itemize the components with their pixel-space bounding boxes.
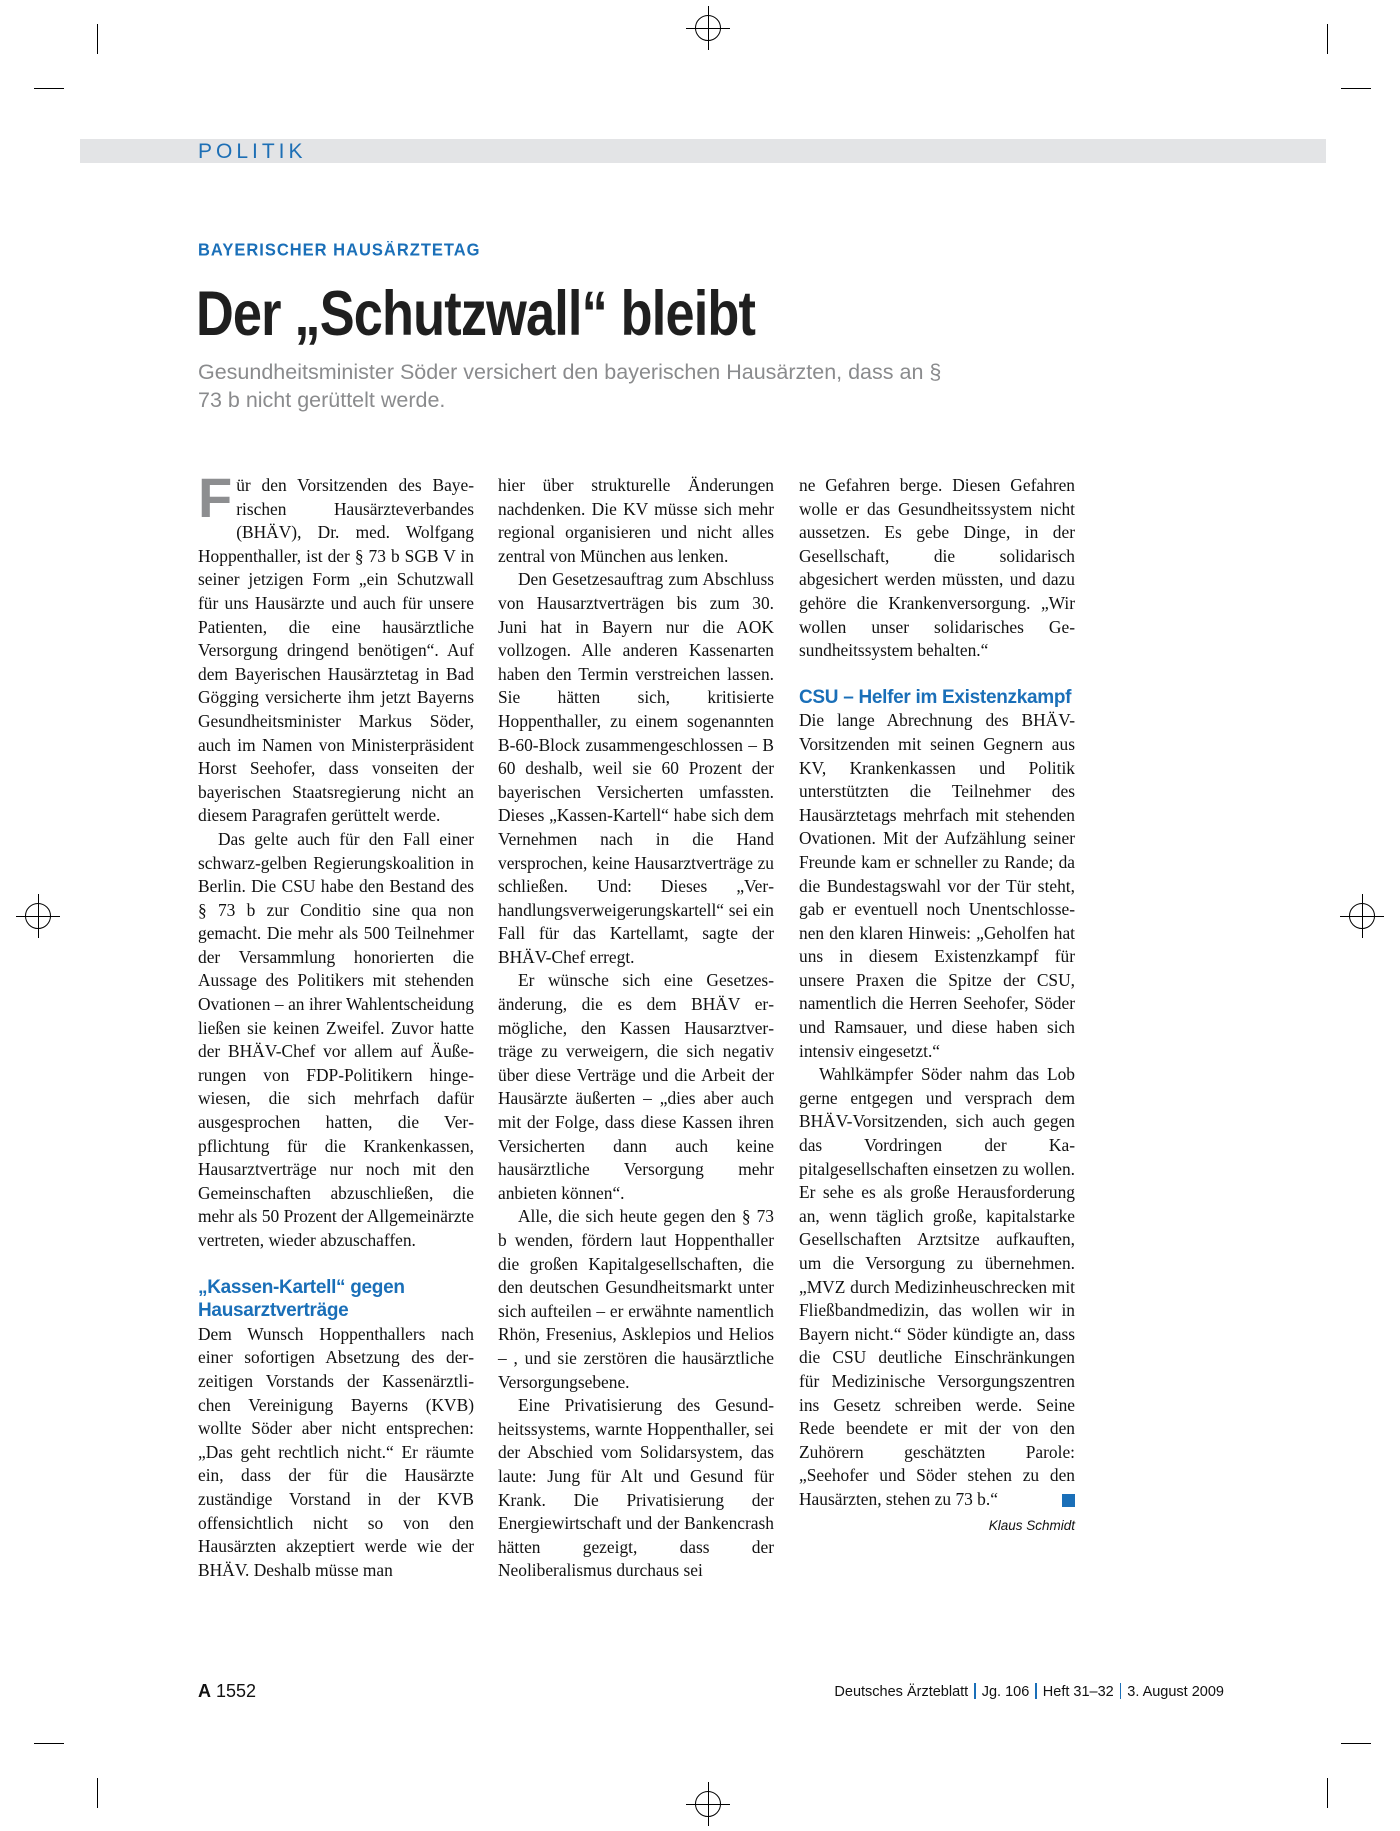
paragraph: Eine Privatisierung des Gesundheitssystems, warnte Hoppenthaller, sei der Abschied vom Solidarsystem, das laute: Jung für Alt und Gesund für Krank. Die Privatisierung der Energiewirtschaft und der Bankencrash hätten gezeigt, dass der Neoliberalismus durchaus sei: [498, 1395, 774, 1581]
text-column-2: [498, 474, 774, 1583]
paragraph: ne Gefahren berge. Diesen Gefahren wolle er das Gesundheitssystem nicht aussetzen. Es gebe Dinge, in der Gesellschaft, die solidarisch abgesichert werden müssten, und dazu gehöre die Krankenversorgung. „Wir wollen unser solidarisches Gesundheitssystem behalten.“: [799, 475, 1075, 661]
folio-number: 1552: [216, 1681, 257, 1701]
paragraph: Alle, die sich heute gegen den § 73 b wenden, fördern laut Hoppenthaller die großen Kapitalgesellschaften, die den deutschen Gesundheitsmarkt unter sich aufteilen – er erwähnte namentlich Rhön, Fresenius, Asklepios und Helios – , und sie zerstören die hausärztliche Versorgungsebene.: [498, 1206, 774, 1392]
crop-mark: [1327, 24, 1328, 54]
crop-mark: [34, 1743, 64, 1744]
registration-mark-icon: [686, 6, 730, 50]
paragraph-text: Wahlkämpfer Söder nahm das Lob gerne entgegen und versprach dem BHÄV-Vorsitzenden, sich auch gegen das Vordringen der Kapitalgesellschaften einsetzen zu wollen. Er sehe es als große Herausforderung an, wenn täglich große, kapitalstarke Gesellschaften Arztsitze aufkauften, um die Versorgung zu übernehmen. „MVZ durch Medizinheuschrecken mit Fließbandmedizin, das wollen wir in Bayern nicht.“ Söder kündigte an, dass die CSU deutliche Einschränkungen für Medizinische Versorgungszentren ins Gesetz schreiben werde. Seine Rede beendete er mit der von den Zuhörern geschätzten Parole: „Seehofer und Söder stehen zu den Hausärzten, stehen zu 73 b.“: [799, 1064, 1075, 1509]
headline: Der „Schutzwall“ bleibt: [196, 279, 756, 349]
journal-name: Deutsches Ärzteblatt: [834, 1684, 969, 1700]
subheading: CSU – Helfer im Existenzkampf: [799, 686, 1072, 708]
registration-mark-icon: [686, 1782, 730, 1826]
journal-issue: Heft 31–32: [1042, 1684, 1114, 1700]
section-label: POLITIK: [198, 140, 307, 163]
journal-info: [834, 1683, 1224, 1700]
crop-mark: [97, 24, 98, 54]
crop-mark: [97, 1778, 98, 1808]
crop-mark: [1327, 1778, 1328, 1808]
paragraph-text: ür den Vorsitzenden des Bayerischen Hausärzteverbandes (BHÄV), Dr. med. Wolfgang Hoppenthaller, ist der § 73 b SGB V in seiner jetzigen Form „ein Schutzwall für uns Hausärzte und auch für unsere Patienten, die eine hausärztliche Versorgung dringend benötigen“. Auf dem Bayerischen Hausärztetag in Bad Gögging versicherte ihm jetzt Bayerns Gesundheitsminister Markus Söder, auch im Namen von Ministerpräsident Horst Seehofer, dass vonseiten der bayerischen Staatsregierung nicht an diesem Paragrafen gerüttelt werde.: [198, 475, 474, 826]
paragraph: Dem Wunsch Hoppenthallers nach einer sofortigen Absetzung des derzeitigen Vorstands der Kassenärztlichen Vereinigung Bayerns (KVB) wollte Söder aber nicht entsprechen: „Das geht rechtlich nicht.“ Er räumte ein, dass der für die Hausärzte zuständige Vorstand in der KVB offensichtlich nicht so von den Hausärzten akzeptiert werde wie der BHÄV. Deshalb müsse man: [198, 1323, 474, 1580]
paragraph: Das gelte auch für den Fall einer schwarz-gelben Regierungskoalition in Berlin. Die CSU habe den Bestand des § 73 b zur Conditio sine qua non gemacht. Die mehr als 500 Teilnehmer der Versammlung honorierten die Aussage des Politikers mit stehenden Ovationen – an ihrer Wahlentscheidung ließen sie keinen Zweifel. Zuvor hatte der BHÄV-Chef vor allem auf Äußerungen von FDP-Politikern hingewiesen, die sich mehrfach dafür ausgesprochen hatten, die Verpflichtung für die Krankenkassen, Hausarztverträge nur noch mit den Gemeinschaften abzuschließen, die mehr als 50 Prozent der Allgemeinärzte vertreten, wieder abzuschaffen.: [198, 828, 474, 1250]
text-column-3: [799, 474, 1075, 1537]
paragraph: [799, 1063, 1075, 1511]
paragraph: Er wünsche sich eine Gesetzesänderung, die es dem BHÄV ermögliche, den Kassen Hausarztverträge zu verweigern, die sich negativ über diese Verträge und die Arbeit der Hausärzte äußerten – „dies aber auch mit der Folge, dass diese Kassen ihren Versicherten dann auch keine hausärztliche Versorgung mehr anbieten können“.: [498, 970, 774, 1203]
crop-mark: [1341, 1743, 1371, 1744]
paragraph: Den Gesetzesauftrag zum Abschluss von Hausarztverträgen bis zum 30. Juni hat in Bayern nur die AOK vollzogen. Alle anderen Kassenarten haben den Termin verstreichen lassen. Sie hätten sich, kritisierte Hoppenthaller, zu einem sogenannten B-60-Block zusammengeschlossen – B 60 deshalb, weil sie 60 Prozent der bayerischen Versicherten umfassten. Dieses „Kassen-Kartell“ habe sich dem Vernehmen nach in die Hand versprochen, keine Hausarztverträge zu schließen. Und: Dieses „Verhandlungsverweigerungskartell“ sei ein Fall für das Kartellamt, sagte der BHÄV-Chef erregt.: [498, 569, 774, 967]
page-number: [198, 1681, 256, 1702]
paragraph: Die lange Abrechnung des BHÄV-Vorsitzenden mit seinen Gegnern aus KV, Krankenkassen und Politik unterstützten die Teilnehmer des Hausärztetags mehrfach mit stehenden Ovationen. Mit der Aufzählung seiner Freunde kam er schneller zu Rande; da die Bundestagswahl vor der Tür steht, gab er eventuell noch Unentschlossenen den klaren Hinweis: „Geholfen hat uns in diesem Existenzkampf für unsere Praxen die Spitze der CSU, namentlich die Herren Seehofer, Söder und Ramsauer, und diese haben sich intensiv eingesetzt.“: [799, 710, 1075, 1061]
separator: [1120, 1683, 1122, 1699]
author-byline: Klaus Schmidt: [988, 1517, 1075, 1533]
separator: [1035, 1683, 1037, 1699]
crop-mark: [34, 88, 64, 89]
registration-mark-icon: [1340, 894, 1384, 938]
journal-volume: Jg. 106: [981, 1684, 1030, 1700]
deck-subtitle: Gesundheitsminister Söder versichert den bayerischen Hausärzten, dass an § 73 b nicht gerüttelt werde.: [198, 360, 942, 412]
text-column-1: [198, 466, 474, 1582]
registration-mark-icon: [16, 894, 60, 938]
journal-date: 3. August 2009: [1127, 1684, 1224, 1700]
subheading: „Kassen-Kartell“ gegen Hausarztverträge: [198, 1276, 405, 1322]
paragraph: [198, 466, 474, 828]
end-mark-icon: [1062, 1494, 1075, 1507]
drop-cap: F: [198, 466, 233, 529]
paragraph: hier über strukturelle Änderungen nachdenken. Die KV müsse sich mehr regional organisieren und nicht alles zentral von München aus lenken.: [498, 475, 774, 566]
folio-prefix: A: [198, 1681, 211, 1701]
separator: [974, 1683, 976, 1699]
crop-mark: [1341, 88, 1371, 89]
kicker: BAYERISCHER HAUSÄRZTETAG: [198, 241, 481, 260]
